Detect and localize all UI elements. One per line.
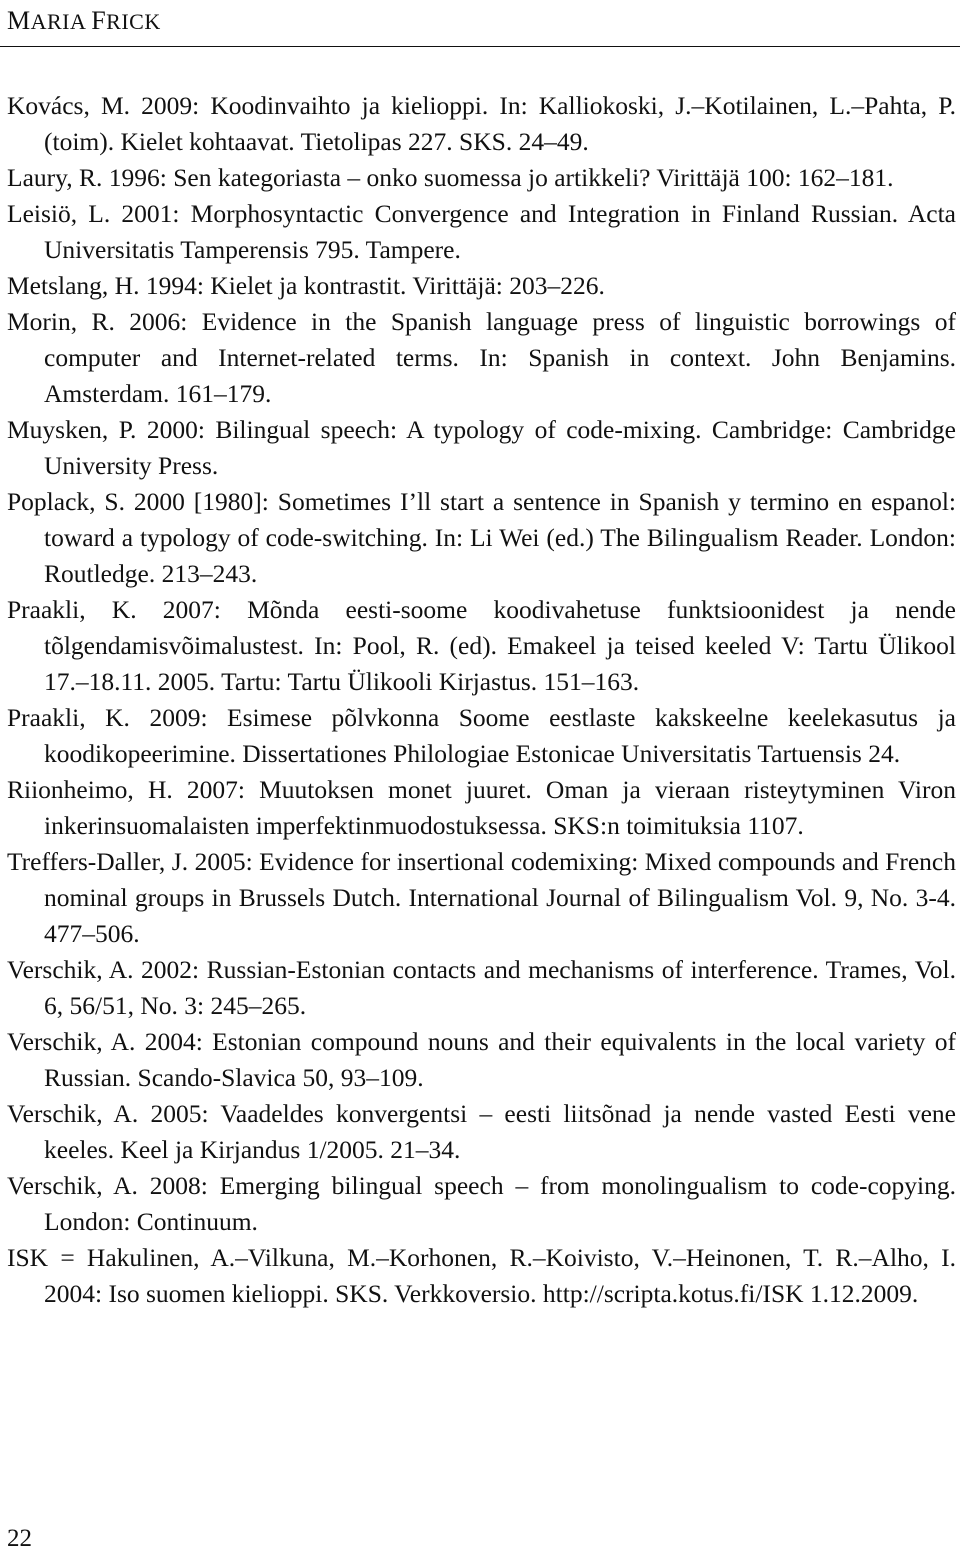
header-rule	[0, 46, 960, 47]
reference-entry: Verschik, A. 2005: Vaadeldes konvergentsi – eesti liitsõnad ja nende vasted Eesti vene keeles. Keel ja Kirjandus 1/2005. 21–34.	[7, 1099, 956, 1164]
running-head-text-2: RICK	[106, 9, 161, 34]
running-head-text-1: ARIA	[30, 9, 92, 34]
reference-entry: Poplack, S. 2000 [1980]: Sometimes I’ll start a sentence in Spanish y termino en espanol: toward a typology of code-switching. In: Li Wei (ed.) The Bilingualism Reader. London: Routledge. 213–243.	[7, 487, 956, 588]
running-head-initial-f: F	[91, 6, 107, 35]
page-number: 22	[7, 1525, 32, 1552]
reference-entry: Kovács, M. 2009: Koodinvaihto ja kielioppi. In: Kalliokoski, J.–Kotilainen, L.–Pahta, P. (toim). Kielet kohtaavat. Tietolipas 227. SKS. 24–49.	[7, 91, 956, 156]
reference-entry: Metslang, H. 1994: Kielet ja kontrastit. Virittäjä: 203–226.	[7, 271, 605, 300]
reference-entry: Morin, R. 2006: Evidence in the Spanish language press of linguistic borrowings of computer and Internet-related terms. In: Spanish in context. John Benjamins. Amsterdam. 161–179.	[7, 307, 956, 408]
reference-entry: Riionheimo, H. 2007: Muutoksen monet juuret. Oman ja vieraan risteytyminen Viron inkerinsuomalaisten imperfektinmuodostuksessa. SKS:n toimituksia 1107.	[7, 775, 956, 840]
reference-entry: Verschik, A. 2004: Estonian compound nouns and their equivalents in the local variety of Russian. Scando-Slavica 50, 93–109.	[7, 1027, 956, 1092]
reference-entry: Leisiö, L. 2001: Morphosyntactic Convergence and Integration in Finland Russian. Acta Universitatis Tamperensis 795. Tampere.	[7, 199, 956, 264]
reference-entry: Praakli, K. 2009: Esimese põlvkonna Soome eestlaste kakskeelne keelekasutus ja koodikopeerimine. Dissertationes Philologiae Estonicae Universitatis Tartuensis 24.	[7, 703, 956, 768]
reference-entry: Muysken, P. 2000: Bilingual speech: A typology of code-mixing. Cambridge: Cambridge University Press.	[7, 415, 956, 480]
reference-entry: Verschik, A. 2008: Emerging bilingual speech – from monolingualism to code-copying. London: Continuum.	[7, 1171, 956, 1236]
reference-entry: Verschik, A. 2002: Russian-Estonian contacts and mechanisms of interference. Trames, Vol. 6, 56/51, No. 3: 245–265.	[7, 955, 956, 1020]
running-head	[7, 6, 161, 36]
reference-entry: Laury, R. 1996: Sen kategoriasta – onko suomessa jo artikkeli? Virittäjä 100: 162–181.	[7, 163, 894, 192]
reference-entry: ISK = Hakulinen, A.–Vilkuna, M.–Korhonen, R.–Koivisto, V.–Heinonen, T. R.–Alho, I. 2004: Iso suomen kielioppi. SKS. Verkkoversio. http://scripta.kotus.fi/ISK 1.12.2009.	[7, 1243, 956, 1308]
running-head-initial-m: M	[7, 6, 31, 35]
reference-entry: Praakli, K. 2007: Mõnda eesti-soome koodivahetuse funktsioonidest ja nende tõlgendamisvõimalustest. In: Pool, R. (ed). Emakeel ja teised keeled V: Tartu Ülikool 17.–18.11. 2005. Tartu: Tartu Ülikooli Kirjastus. 151–163.	[7, 595, 956, 696]
reference-list	[7, 88, 956, 1312]
reference-entry: Treffers-Daller, J. 2005: Evidence for insertional codemixing: Mixed compounds and French nominal groups in Brussels Dutch. International Journal of Bilingualism Vol. 9, No. 3-4. 477–506.	[7, 847, 956, 948]
